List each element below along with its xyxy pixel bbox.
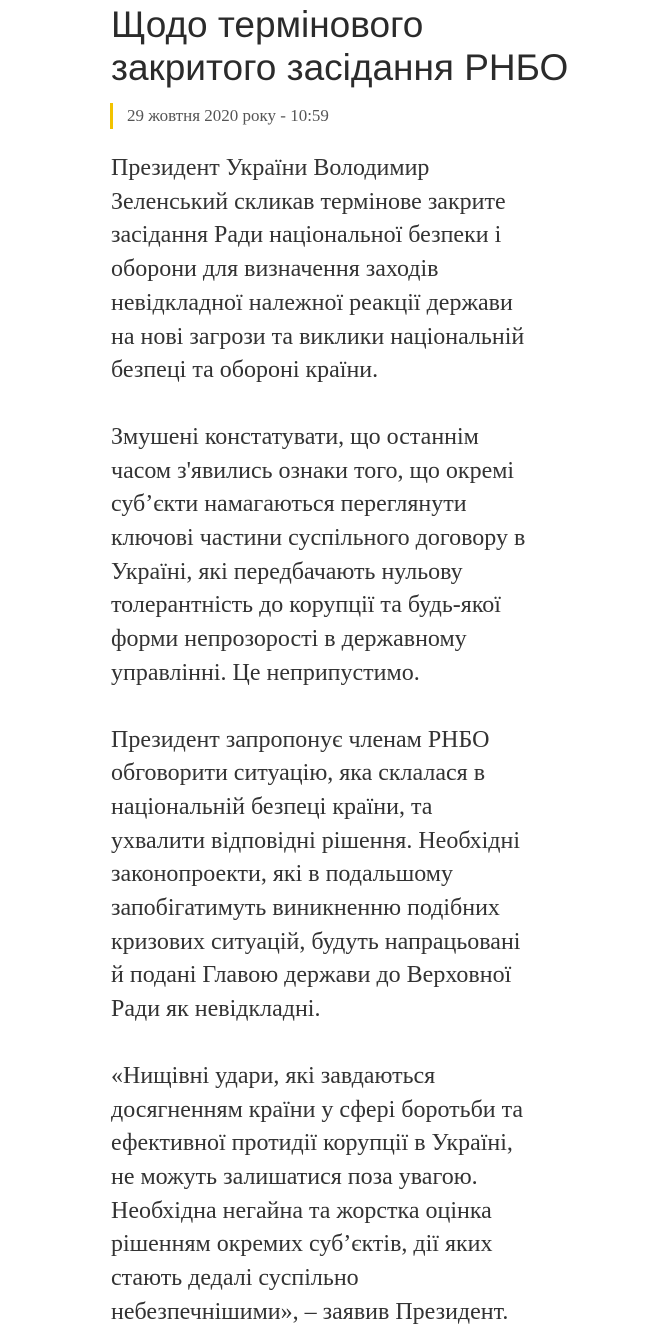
publish-date: 29 жовтня 2020 року - 10:59 <box>127 106 329 125</box>
article-title: Щодо термінового закритого засідання РНБО <box>111 4 569 88</box>
paragraph-2: Змушені констатувати, що останнім часом з'явились ознаки того, що окремі суб’єкти намагаються переглянути ключові частини суспільного договору в Україні, які передбачають нульову толерантність до корупції та будь-якої форми непрозорості в державному управлінні. Це неприпустимо. <box>111 423 526 686</box>
paragraph-3: Президент запропонує членам РНБО обговорити ситуацію, яка склалася в національній безпеці країни, та ухвалити відповідні рішення. Необхідні законопроекти, які в подальшому запобігатимуть виникненню подібних кризових ситуацій, будуть напрацьовані й подані Главою держави до Верховної Ради як невідкладні. <box>111 726 521 1023</box>
date-row <box>111 103 620 129</box>
paragraph-1: Президент України Володимир Зеленський скликав термінове закрите засідання Ради національної безпеки і оборони для визначення заходів невідкладної належної реакції держави на нові загрози та виклики національній безпеці та обороні країни. <box>111 155 525 384</box>
paragraph-4-quote: «Нищівні удари, які завдаються досягненням країни у сфері боротьби та ефективної протидії корупції в Україні, не можуть залишатися поза увагою. Необхідна негайна та жорстка оцінка рішенням окремих суб’єктів, дії яких стають дедалі суспільно небезпечнішими», – заявив Президент. <box>111 1062 524 1325</box>
date-accent-bar <box>110 103 113 129</box>
